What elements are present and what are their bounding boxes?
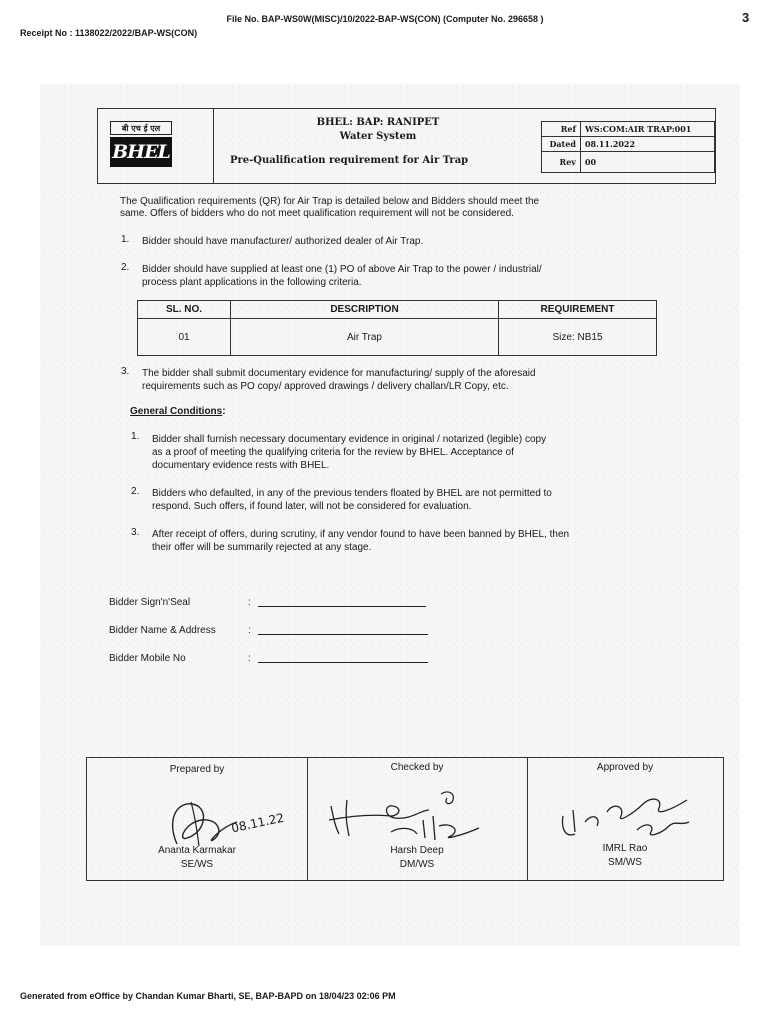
condition-text: After receipt of offers, during scrutiny, if any vendor found to have been banned by BHEL, then [152,529,570,540]
table-header: DESCRIPTION [231,301,499,319]
field-colon: : [248,653,251,664]
table-cell: Size: NB15 [499,319,657,356]
bidder-mobile-label: Bidder Mobile No [109,653,186,664]
handwritten-date: 08.11.22 [230,810,286,836]
reference-table [541,121,715,173]
prepared-by-heading: Prepared by [169,764,225,775]
condition-text: as a proof of meeting the qualifying criteria for the review by BHEL. Acceptance of [152,447,514,458]
signature-harsh [321,786,511,842]
approved-by-heading: Approved by [596,762,654,773]
prepared-by-designation: SE/WS [180,859,214,870]
condition-number: 3. [131,527,140,538]
ref-value: WS:COM:AIR TRAP:001 [580,122,714,137]
table-header: REQUIREMENT [499,301,657,319]
bidder-mobile-line[interactable] [258,662,428,663]
logo-english-text: BHEL [110,137,172,167]
requirement-number: 1. [121,234,130,245]
checked-by-cell [307,758,528,880]
table-cell: Air Trap [231,319,499,356]
bhel-logo [110,121,172,167]
table-row [138,319,657,356]
intro-line-1: The Qualification requirements (QR) for Air Trap is detailed below and Bidders should meet the [120,196,540,207]
intro-line-2: same. Offers of bidders who do not meet qualification requirement will not be considered. [120,208,514,219]
document-header [97,108,716,184]
dated-label: Dated [542,137,581,152]
receipt-number: Receipt No : 1138022/2022/BAP-WS(CON) [20,28,198,38]
rev-value: 00 [580,152,714,173]
condition-text: respond. Such offers, if found later, will not be considered for evaluation. [152,501,472,512]
approved-by-name: IMRL Rao [602,843,648,854]
dated-value: 08.11.2022 [580,137,714,152]
field-colon: : [248,625,251,636]
checked-by-designation: DM/WS [399,859,435,870]
requirement-text: Bidder should have supplied at least one (1) PO of above Air Trap to the power / industrial/ [142,264,542,275]
approved-by-cell [527,758,723,880]
requirement-number: 3. [121,366,130,377]
condition-text: Bidder shall furnish necessary documentary evidence in original / notarized (legible) copy [152,434,547,445]
condition-number: 1. [131,431,140,442]
logo-cell [98,109,214,183]
checked-by-heading: Checked by [390,762,444,773]
bidder-sign-line[interactable] [258,606,426,607]
rev-label: Rev [542,152,581,173]
generated-footer: Generated from eOffice by Chandan Kumar Bharti, SE, BAP-BAPD on 18/04/23 02:06 PM [20,991,396,1001]
field-colon: : [248,597,251,608]
system-line: Water System [339,131,417,142]
document-title: Pre-Qualification requirement for Air Trap [230,155,469,166]
approved-by-designation: SM/WS [608,857,642,868]
prepared-by-cell [87,758,308,880]
condition-text: documentary evidence rests with BHEL. [152,460,330,471]
file-number: File No. BAP-WS0W(MISC)/10/2022-BAP-WS(CON) (Computer No. 296658 ) [226,14,544,24]
table-cell: 01 [138,319,231,356]
condition-text: Bidders who defaulted, in any of the previous tenders floated by BHEL are not permitted to [152,488,552,499]
condition-text: their offer will be summarily rejected at any stage. [152,542,372,553]
bidder-sign-label: Bidder Sign'n'Seal [109,597,191,608]
criteria-table [137,300,657,356]
bidder-name-label: Bidder Name & Address [109,625,216,636]
requirement-text: process plant applications in the following criteria. [142,277,362,288]
signature-imrl-rao [551,782,711,846]
requirement-text: Bidder should have manufacturer/ authorized dealer of Air Trap. [142,236,424,247]
requirement-text: The bidder shall submit documentary evidence for manufacturing/ supply of the aforesaid [142,368,536,379]
requirement-text: requirements such as PO copy/ approved drawings / delivery challan/LR Copy, etc. [142,381,509,392]
bidder-name-line[interactable] [258,634,428,635]
prepared-by-name: Ananta Karmakar [158,845,236,856]
logo-hindi-text: बी एच ई एल [110,121,172,135]
org-line: BHEL: BAP: RANIPET [316,117,440,128]
heading-colon: : [222,406,226,417]
requirement-number: 2. [121,262,130,273]
general-conditions-heading: General Conditions [130,406,223,417]
table-header: SL. NO. [138,301,231,319]
checked-by-name: Harsh Deep [390,845,444,856]
ref-label: Ref [542,122,581,137]
page-number: 3 [742,10,750,25]
approvals-table [86,757,724,881]
condition-number: 2. [131,486,140,497]
general-conditions-title [130,406,226,418]
